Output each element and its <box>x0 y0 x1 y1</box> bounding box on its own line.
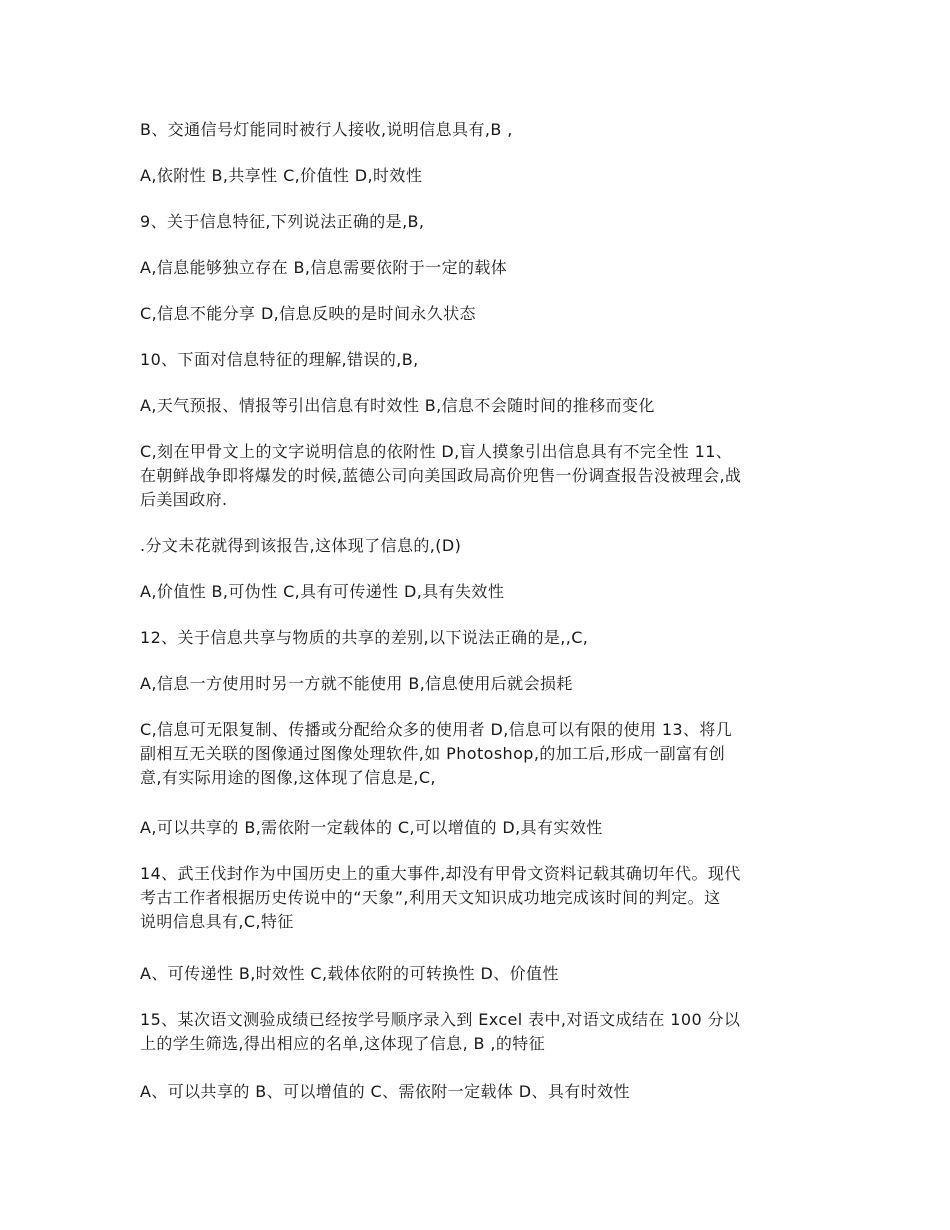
question-13-choices: A,可以共享的 B,需依附一定载体的 C,可以增值的 D,具有实效性 <box>140 818 603 837</box>
text-line: 上的学生筛选,得出相应的名单,这体现了信息, B ,的特征 <box>140 1034 546 1053</box>
question-15-choices: A、可以共享的 B、可以增值的 C、需依附一定载体 D、具有时效性 <box>140 1082 630 1101</box>
question-10-choices-ab: A,天气预报、情报等引出信息有时效性 B,信息不会随时间的推移而变化 <box>140 396 655 415</box>
text-line: 15、某次语文测验成绩已经按学号顺序录入到 Excel 表中,对语文成结在 100 分以 <box>140 1010 741 1029</box>
question-14-choices: A、可传递性 B,时效性 C,载体依附的可转换性 D、价值性 <box>140 964 559 983</box>
text-line: 说明信息具有,C,特征 <box>140 912 294 931</box>
question-12-choices-ab: A,信息一方使用时另一方就不能使用 B,信息使用后就会损耗 <box>140 674 573 693</box>
question-12-cd-question-13-paragraph <box>140 718 820 790</box>
text-line: C,信息可无限复制、传播或分配给众多的使用者 D,信息可以有限的使用 13、将几 <box>140 720 733 739</box>
text-line: 后美国政府. <box>140 490 228 509</box>
question-8-choices: A,依附性 B,共享性 C,价值性 D,时效性 <box>140 166 423 185</box>
question-11-stem-end: .分文未花就得到该报告,这体现了信息的,(D) <box>140 536 462 555</box>
question-9-stem: 9、关于信息特征,下列说法正确的是,B, <box>140 212 425 231</box>
question-8-option-b: B、交通信号灯能同时被行人接收,说明信息具有,B , <box>140 120 513 139</box>
question-10-stem: 10、下面对信息特征的理解,错误的,B, <box>140 350 419 369</box>
question-9-choices-ab: A,信息能够独立存在 B,信息需要依附于一定的载体 <box>140 258 508 277</box>
text-line: 考古工作者根据历史传说中的“天象”,利用天文知识成功地完成该时间的判定。这 <box>140 888 721 907</box>
question-14-paragraph <box>140 862 820 934</box>
question-12-stem: 12、关于信息共享与物质的共享的差别,以下说法正确的是,,C, <box>140 628 589 647</box>
question-10-cd-question-11-paragraph <box>140 440 820 512</box>
text-line: 在朝鲜战争即将爆发的时候,蓝德公司向美国政局高价兜售一份调查报告没被理会,战 <box>140 466 742 485</box>
text-line: C,刻在甲骨文上的文字说明信息的依附性 D,盲人摸象引出信息具有不完全性 11、 <box>140 442 733 461</box>
question-15-paragraph <box>140 1008 820 1056</box>
text-line: 副相互无关联的图像通过图像处理软件,如 Photoshop,的加工后,形成一副富有创 <box>140 744 726 763</box>
question-9-choices-cd: C,信息不能分享 D,信息反映的是时间永久状态 <box>140 304 476 323</box>
text-line: 14、武王伐封作为中国历史上的重大事件,却没有甲骨文资料记载其确切年代。现代 <box>140 864 741 883</box>
question-11-choices: A,价值性 B,可伪性 C,具有可传递性 D,具有失效性 <box>140 582 505 601</box>
text-line: 意,有实际用途的图像,这体现了信息是,C, <box>140 768 436 787</box>
